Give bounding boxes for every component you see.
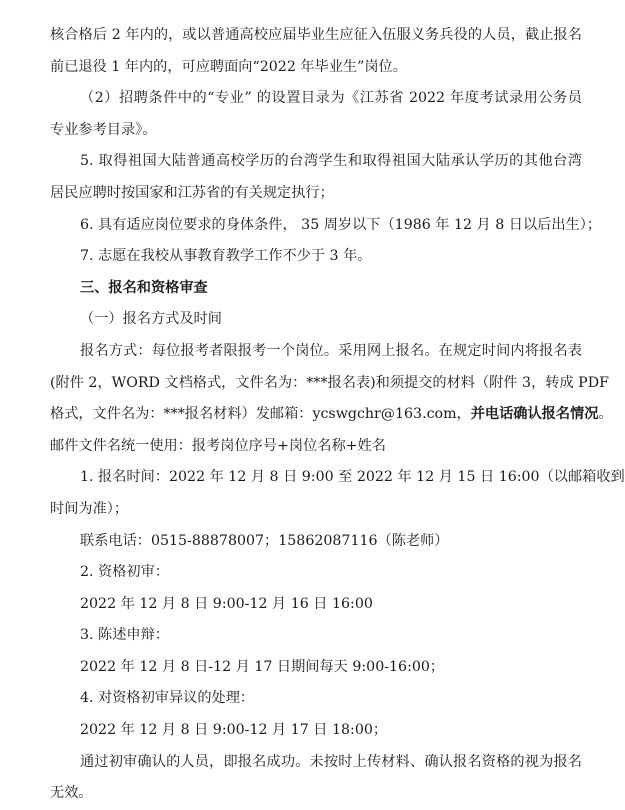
text-fragment: 。: [598, 406, 613, 423]
email-text: 格式，文件名为：***报名材料）发邮箱：ycswgchr@163.com，: [50, 406, 471, 423]
text-line: 专业参考目录》。: [50, 121, 157, 138]
text-line: 核合格后 2 年内的，或以普通高校应届毕业生应征入伍服义务兵役的人员，截止报名: [50, 27, 582, 43]
section-heading: 三、报名和资格审查: [80, 279, 208, 296]
text-line: 1. 报名时间：2022 年 12 月 8 日 9:00 至 2022 年 12 月 15 日 16:00（以邮箱收到: [80, 469, 625, 486]
text-line: 4. 对资格初审异议的处理：: [80, 690, 255, 707]
text-line: 前已退役 1 年内的，可应聘面向“2022 年毕业生”岗位。: [50, 58, 407, 75]
text-line: 2022 年 12 月 8 日 9:00-12 月 16 日 16:00: [80, 595, 373, 612]
text-line: [50, 399, 613, 431]
phone-confirm-emphasis: 并电话确认报名情况: [470, 406, 599, 423]
text-line: 2022 年 12 月 8 日 9:00-12 月 17 日 18:00；: [80, 722, 388, 739]
text-line: 报名方式：每位报考者限报考一个岗位。采用网上报名。在规定时间内将报名表: [80, 342, 582, 359]
text-line: 居民应聘时按国家和江苏省的有关规定执行；: [50, 184, 334, 201]
text-line: 5. 取得祖国大陆普通高校学历的台湾学生和取得祖国大陆承认学历的其他台湾: [80, 153, 582, 170]
text-line: 2. 资格初审：: [80, 564, 169, 581]
text-line: 通过初审确认的人员，即报名成功。未按时上传材料、确认报名资格的视为报名: [80, 753, 582, 770]
text-line: 6. 具有适应岗位要求的身体条件， 35 周岁以下（1986 年 12 月 8 日以后出生）；: [80, 216, 602, 233]
text-line: （2）招聘条件中的“专业” 的设置目录为《江苏省 2022 年度考试录用公务员: [80, 90, 582, 107]
text-line: 邮件文件名统一使用：报考岗位序号+岗位名称+姓名: [50, 437, 386, 454]
text-line: 3. 陈述申辩：: [80, 627, 169, 644]
text-line: 2022 年 12 月 8 日-12 月 17 日期间每天 9:00-16:00；: [80, 658, 445, 675]
contact-phone: 联系电话：0515-88878007；15862087116（陈老师）: [80, 532, 449, 549]
text-line: 时间为准）；: [50, 500, 129, 517]
text-line: 7. 志愿在我校从事教育教学工作不少于 3 年。: [80, 248, 372, 265]
text-line: (附件 2，WORD 文档格式，文件名为：***报名表)和须提交的材料（附件 3，转成 PDF: [50, 374, 609, 391]
subsection-heading: （一）报名方式及时间: [80, 311, 222, 328]
text-line: 无效。: [50, 785, 93, 802]
